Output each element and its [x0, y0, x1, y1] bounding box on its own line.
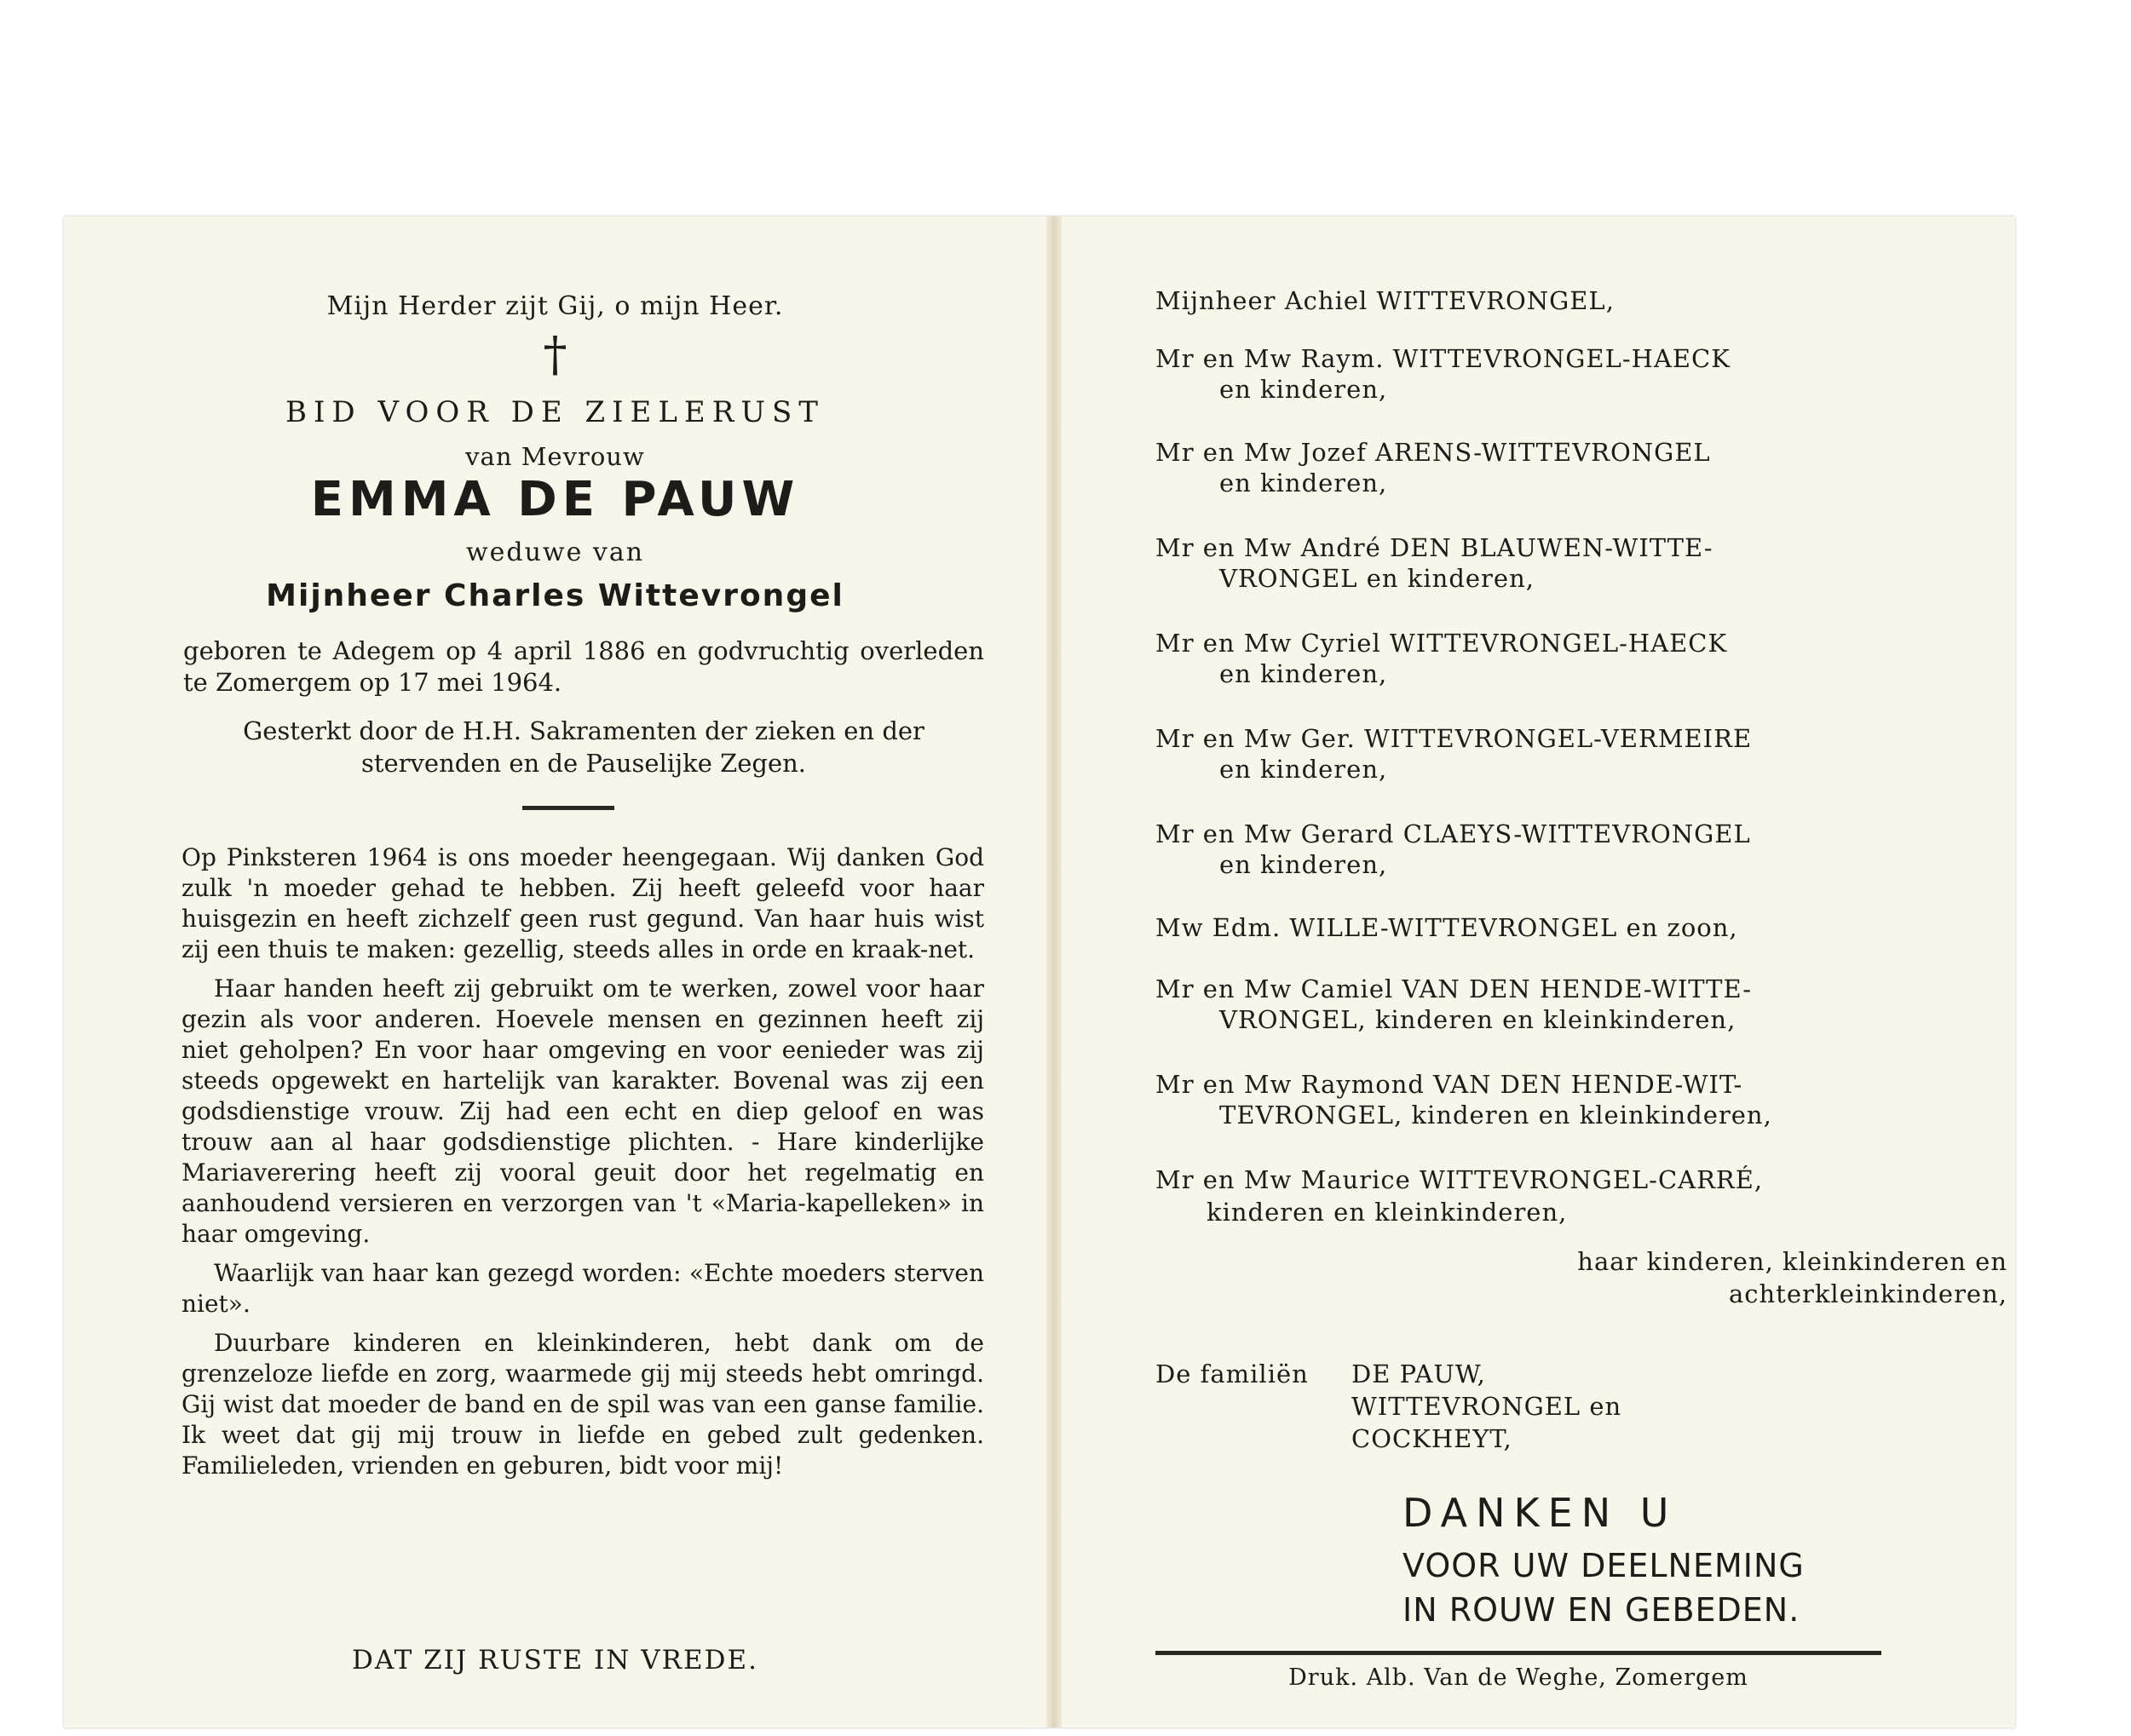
card-fold: [1046, 216, 1062, 1727]
families: [1155, 1359, 1622, 1453]
mourner-line: Mijnheer Achiel WITTEVRONGEL,: [1155, 286, 1615, 315]
thanks-line: VOOR UW DEELNEMING: [1402, 1547, 1805, 1584]
mourner-line: Mr en Mw Cyriel WITTEVRONGEL-HAECK: [1155, 629, 1728, 658]
mourner-line: VRONGEL en kinderen,: [1219, 564, 1535, 593]
eulogy-paragraph: Op Pinksteren 1964 is ons moeder heengegaan. Wij danken God zulk 'n moeder gehad te hebben. Zij heeft geleefd voor haar huisgezin en heeft zichzelf geen rust gegund. Van haar huis wist zij een thuis te maken: gezellig, steeds alles in orde en kraak-net.: [181, 843, 984, 963]
rest-in-peace: DAT ZIJ RUSTE IN VREDE.: [352, 1645, 758, 1676]
mourner-line: Mr en Mw André DEN BLAUWEN-WITTE-: [1155, 533, 1713, 562]
mourner-line: en kinderen,: [1219, 659, 1388, 688]
mourner-line: Mr en Mw Camiel VAN DEN HENDE-WITTE-: [1155, 974, 1752, 1003]
eulogy: [181, 842, 984, 1490]
thanks-heading: DANKEN U: [1402, 1490, 1678, 1536]
eulogy-paragraph: Duurbare kinderen en kleinkinderen, hebt dank om de grenzeloze liefde en zorg, waarmede gij mij steeds hebt omringd. Gij wist dat moeder de band en de spil was van een ganse familie. Ik weet dat gij mij trouw in liefde en gebed zult gedenken. Familieleden, vrienden en geburen, bidt voor mij!: [181, 1329, 984, 1480]
cross-icon: †: [543, 327, 567, 382]
mourner-line: Mw Edm. WILLE-WITTEVRONGEL en zoon,: [1155, 913, 1738, 942]
psalm-verse: Mijn Herder zijt Gij, o mijn Heer.: [326, 291, 784, 321]
mourner-line: en kinderen,: [1219, 375, 1388, 404]
deceased-name: EMMA DE PAUW: [310, 472, 800, 527]
mourner-line: en kinderen,: [1219, 755, 1388, 784]
prayer-heading: BID VOOR DE ZIELERUST: [285, 395, 825, 429]
mourner-line: en kinderen,: [1219, 468, 1388, 497]
husband-name: Mijnheer Charles Wittevrongel: [266, 578, 844, 613]
divider: [522, 806, 614, 810]
mourner-line: Mr en Mw Maurice WITTEVRONGEL-CARRÉ,: [1155, 1165, 1764, 1194]
mourner-line: Mr en Mw Ger. WITTEVRONGEL-VERMEIRE: [1155, 724, 1753, 753]
birth-death-text: geboren te Adegem op 4 april 1886 en godvruchtig overleden te Zomergem op 17 mei 1964.: [183, 636, 984, 697]
sacraments-text: Gesterkt door de H.H. Sakramenten der zieken en der stervenden en de Pauselijke Zegen.: [243, 716, 924, 778]
van-mevrouw: van Mevrouw: [465, 442, 645, 471]
mourner-line: Mr en Mw Raym. WITTEVRONGEL-HAECK: [1155, 344, 1731, 373]
printer-credit: Druk. Alb. Van de Weghe, Zomergem: [1288, 1664, 1748, 1691]
family-name: WITTEVRONGEL en: [1351, 1392, 1622, 1421]
thanks-line: IN ROUW EN GEBEDEN.: [1402, 1591, 1800, 1629]
right-panel: [1062, 216, 2015, 1727]
family-name: DE PAUW,: [1351, 1359, 1486, 1388]
mourner-line: Mr en Mw Jozef ARENS-WITTEVRONGEL: [1155, 438, 1711, 467]
mourner-line: TEVRONGEL, kinderen en kleinkinderen,: [1219, 1101, 1772, 1130]
children-line: achterkleinkinderen,: [1728, 1279, 2007, 1308]
mourner-line: en kinderen,: [1219, 850, 1388, 879]
mourner-line: Mr en Mw Raymond VAN DEN HENDE-WIT-: [1155, 1070, 1743, 1099]
family-name: COCKHEYT,: [1351, 1424, 1512, 1453]
left-panel: [64, 216, 1046, 1727]
families-label: De familiën: [1155, 1359, 1309, 1388]
divider: [1155, 1651, 1881, 1655]
eulogy-paragraph: Haar handen heeft zij gebruikt om te werken, zowel voor haar gezin als voor anderen. Hoevele mensen en gezinnen heeft zij niet geholpen? En voor haar omgeving en voor eenieder was zij steeds opgewekt en hartelijk van karakter. Bovenal was zij een godsdienstige vrouw. Zij had een echt en diep geloof en was trouw aan al haar godsdienstige plichten. - Hare kinderlijke Mariaverering heeft zij vooral geuit door het regelmatig en aanhoudend versieren en verzorgen van 't «Maria-kapelleken» in haar omgeving.: [181, 974, 984, 1248]
mourner-line: Mr en Mw Gerard CLAEYS-WITTEVRONGEL: [1155, 819, 1751, 848]
mourner-line: kinderen en kleinkinderen,: [1207, 1198, 1568, 1227]
widow-of: weduwe van: [465, 537, 645, 567]
eulogy-paragraph: Waarlijk van haar kan gezegd worden: «Echte moeders sterven niet».: [181, 1259, 984, 1318]
mourner-line: VRONGEL, kinderen en kleinkinderen,: [1219, 1005, 1736, 1034]
children-line: haar kinderen, kleinkinderen en: [1577, 1247, 2007, 1276]
